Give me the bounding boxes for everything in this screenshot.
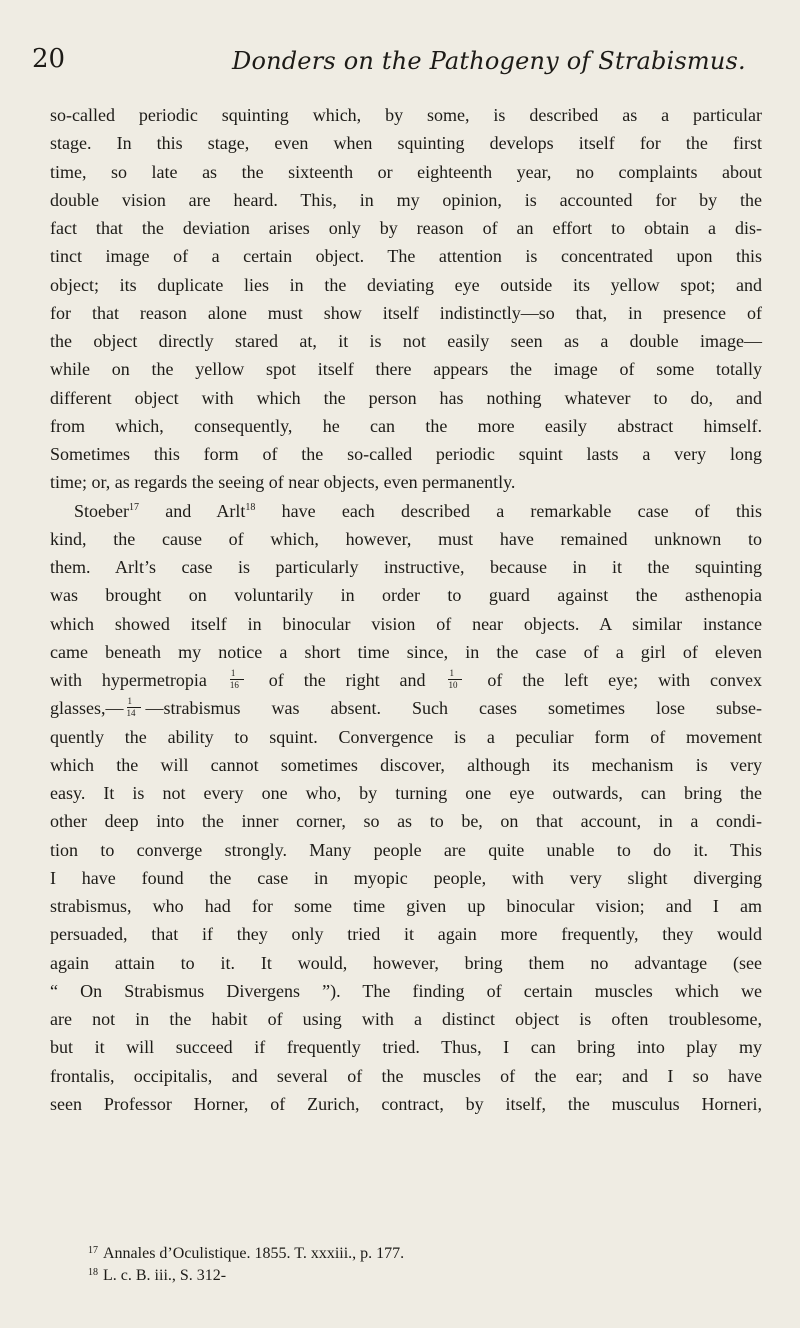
text-line: other deep into the inner corner, so as to be, on that account, in a condi- [50, 811, 762, 832]
text-line: I have found the case in myopic people, with very slight diverging [50, 867, 762, 888]
text-line: are not in the habit of using with a distinct object is often troublesome, [50, 1009, 762, 1029]
text-segment: of the right and [268, 670, 426, 690]
running-title: Donders on the Pathogeny of Strabismus. [232, 47, 746, 75]
text-line: persuaded, that if they only tried it again more frequently, they would [50, 924, 762, 945]
text-line: again attain to it. It would, however, bring them no advantage (see [50, 952, 762, 973]
footnote [88, 1240, 728, 1262]
footnote-ref: 18 [245, 501, 256, 513]
text-line [50, 666, 762, 694]
fraction-denominator: 10 [448, 680, 458, 690]
fraction-numerator: 1 [127, 696, 132, 707]
footnote-mark: 18 [88, 1267, 98, 1278]
page-number: 20 [32, 44, 66, 74]
text-line: object; its duplicate lies in the deviating eye outside its yellow spot; and [50, 274, 762, 295]
text-line: the object directly stared at, it is not easily seen as a double image— [50, 331, 762, 351]
text-line: came beneath my notice a short time since, in the case of a girl of eleven [50, 641, 762, 662]
text-line [50, 497, 762, 525]
body-text [50, 101, 762, 1118]
text-line: Sometimes this form of the so-called periodic squint lasts a very long [50, 444, 762, 464]
text-line: while on the yellow spot itself there appears the image of some totally [50, 359, 762, 380]
text-line: time, so late as the sixteenth or eighteenth year, no complaints about [50, 161, 762, 182]
text-line [50, 694, 762, 722]
fraction-denominator: 16 [229, 680, 239, 690]
text-line: was brought on voluntarily in order to guard against the asthenopia [50, 585, 762, 606]
text-line: stage. In this stage, even when squinting develops itself for the first [50, 133, 762, 154]
text-segment: have each described a remarkable case of this [255, 500, 762, 521]
text-segment: glasses,— [50, 698, 124, 719]
text-segment: with hypermetropia [50, 670, 207, 690]
text-line: kind, the cause of which, however, must have remained unknown to [50, 528, 762, 549]
text-segment: of the left eye; with convex [487, 670, 763, 690]
text-line: time; or, as regards the seeing of near objects, even permanently. [50, 472, 516, 493]
text-line: but it will succeed if frequently tried. Thus, I can bring into play my [50, 1037, 762, 1058]
footnote-text: L. c. B. iii., S. 312- [103, 1267, 227, 1284]
text-line: from which, consequently, he can the more easily abstract himself. [50, 415, 762, 436]
text-segment: —strabismus was absent. Such cases sometimes lose subse- [145, 698, 762, 719]
footnote-mark: 17 [88, 1245, 98, 1256]
text-line: different object with which the person has nothing whatever to do, and [50, 387, 762, 408]
fraction-numerator: 1 [230, 668, 236, 678]
text-line: them. Arlt’s case is particularly instructive, because in it the squinting [50, 557, 762, 577]
fraction [448, 668, 462, 690]
text-line: easy. It is not every one who, by turning one eye outwards, can bring the [50, 783, 762, 803]
text-line: fact that the deviation arises only by reason of an effort to obtain a dis- [50, 218, 762, 238]
text-line: so-called periodic squinting which, by some, is described as a particular [50, 105, 762, 125]
text-line: which showed itself in binocular vision of near objects. A similar instance [50, 613, 762, 634]
text-line: tion to converge strongly. Many people are quite unable to do it. This [50, 839, 762, 860]
fraction-numerator: 1 [449, 668, 454, 678]
text-line: seen Professor Horner, of Zurich, contract, by itself, the musculus Horneri, [50, 1093, 762, 1114]
text-line: strabismus, who had for some time given up binocular vision; and I am [50, 896, 762, 916]
footnote-ref: 17 [128, 501, 139, 513]
text-line: tinct image of a certain object. The attention is concentrated upon this [50, 246, 762, 267]
text-line: frontalis, occipitalis, and several of the muscles of the ear; and I so have [50, 1065, 762, 1086]
text-line: quently the ability to squint. Convergence is a peculiar form of movement [50, 726, 762, 747]
text-line: which the will cannot sometimes discover, although its mechanism is very [50, 754, 762, 775]
footnote [88, 1262, 728, 1284]
fraction [229, 668, 244, 690]
text-line: double vision are heard. This, in my opinion, is accounted for by the [50, 189, 762, 210]
footnotes [88, 1240, 728, 1284]
text-segment: and Arlt [138, 500, 246, 521]
fraction-denominator: 14 [126, 708, 136, 719]
footnote-text: Annales d’Oculistique. 1855. T. xxxiii., p. 177. [103, 1245, 405, 1262]
author-name: Stoeber [74, 500, 129, 521]
text-line: for that reason alone must show itself indistinctly—so that, in presence of [50, 302, 762, 323]
text-line: “ On Strabismus Divergens ”). The finding of certain muscles which we [50, 980, 762, 1001]
fraction [126, 696, 141, 719]
